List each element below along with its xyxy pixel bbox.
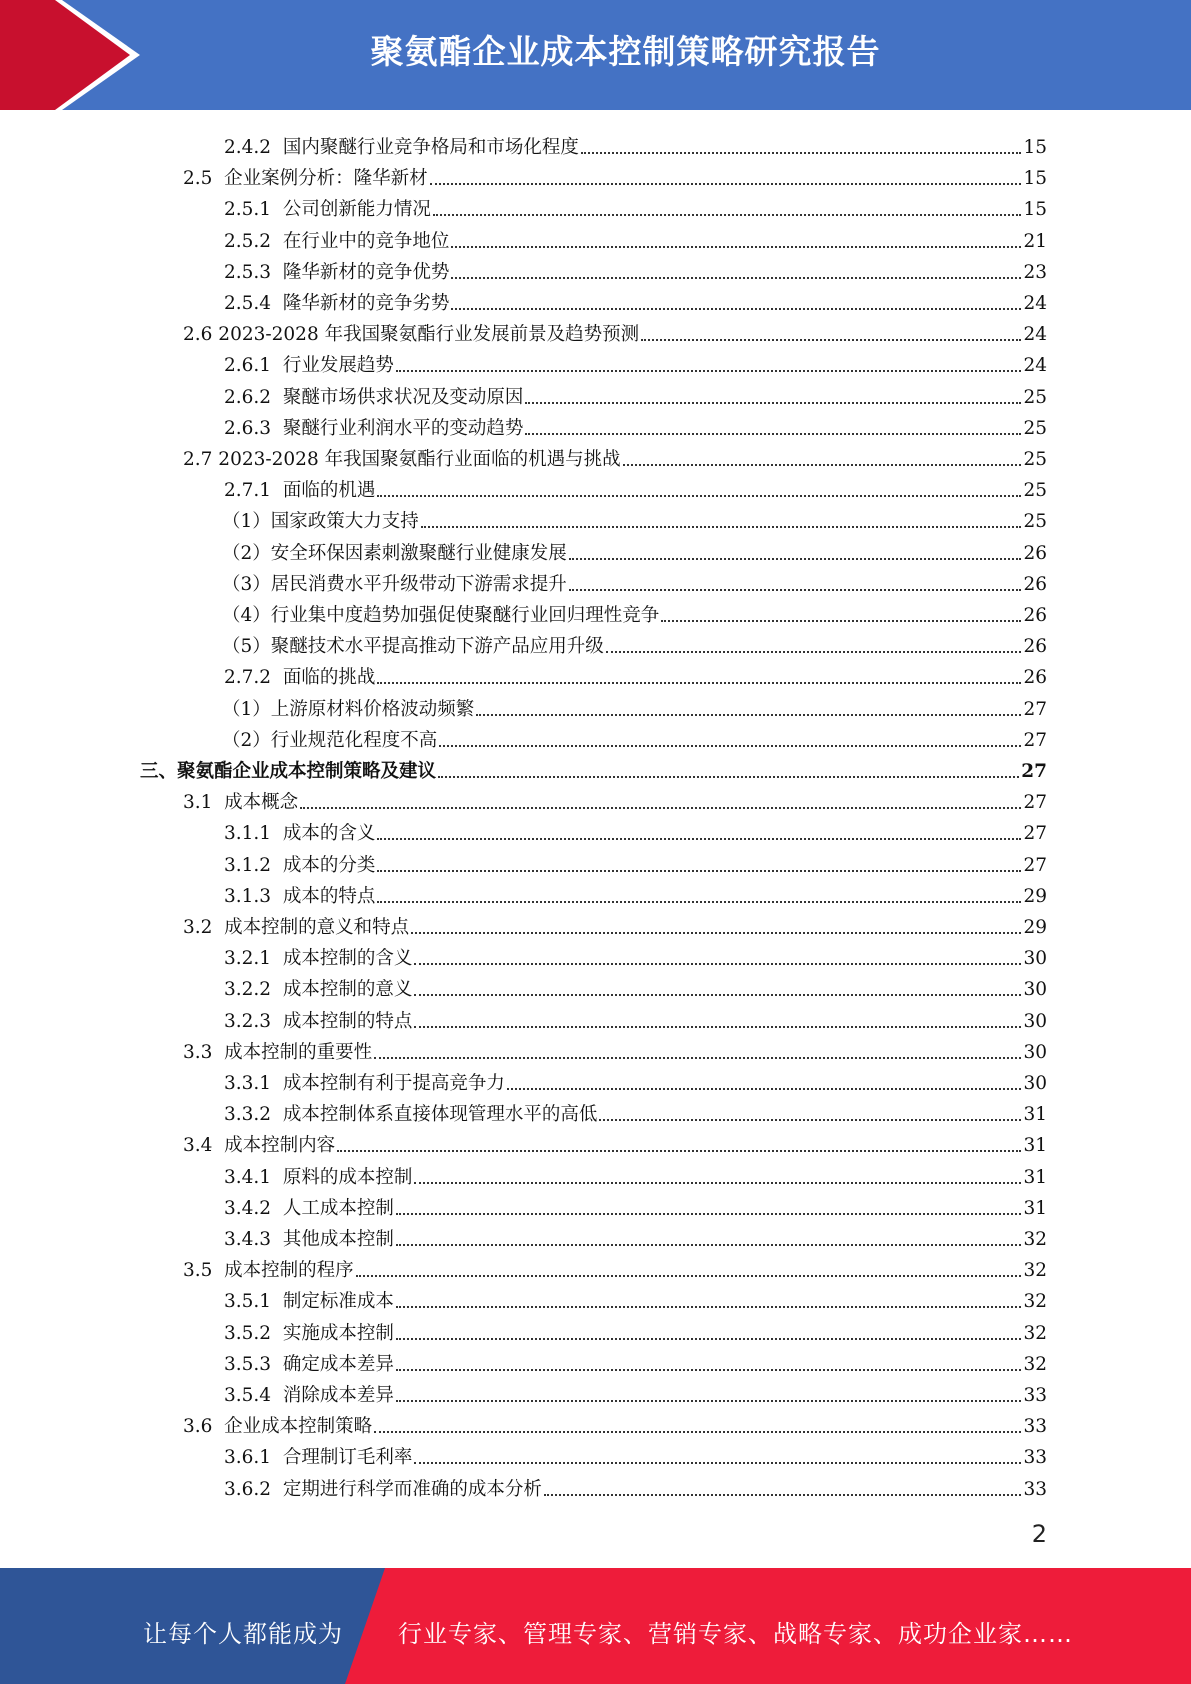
toc-dot-leader [569, 558, 1022, 560]
toc-entry-page: 27 [1021, 761, 1047, 782]
toc-entry-label: 3.4.1 原料的成本控制 [224, 1166, 413, 1188]
toc-entry-page: 29 [1023, 917, 1047, 938]
toc-entry-label: 3.3 成本控制的重要性 [183, 1041, 373, 1063]
toc-dot-leader [606, 651, 1022, 653]
toc-dot-leader [377, 901, 1021, 903]
toc-dot-leader [525, 402, 1021, 404]
toc-entry-page: 29 [1023, 885, 1047, 907]
toc-entry-label: 3.5.2 实施成本控制 [224, 1322, 394, 1344]
toc-dot-leader [414, 1182, 1021, 1184]
toc-entry-page: 32 [1023, 1229, 1047, 1250]
toc-entry-page: 25 [1023, 386, 1047, 408]
toc-entry-page: 21 [1023, 230, 1047, 252]
toc-entry-page: 33 [1023, 1416, 1047, 1438]
toc-entry-label: （1）上游原材料价格波动频繁 [222, 698, 475, 720]
toc-entry[interactable] [0, 752, 1191, 783]
toc-entry[interactable] [0, 284, 1191, 315]
toc-entry[interactable] [0, 690, 1191, 721]
toc-entry-label: 2.5.3 隆华新材的竞争优势 [224, 261, 450, 283]
toc-entry[interactable] [0, 1251, 1191, 1282]
toc-dot-leader [396, 1244, 1022, 1246]
toc-dot-leader [414, 963, 1021, 965]
page-footer [0, 1568, 1191, 1684]
toc-entry[interactable] [0, 1470, 1191, 1501]
toc-entry[interactable] [0, 596, 1191, 627]
toc-entry-label: （5）聚醚技术水平提高推动下游产品应用升级 [222, 636, 604, 658]
toc-dot-leader [396, 1338, 1022, 1340]
toc-entry[interactable] [0, 222, 1191, 253]
toc-dot-leader [451, 246, 1021, 248]
toc-entry-page: 33 [1023, 1447, 1047, 1469]
toc-dot-leader [411, 932, 1021, 934]
toc-entry-label: 3.2 成本控制的意义和特点 [183, 917, 410, 938]
toc-dot-leader [374, 1057, 1021, 1059]
toc-entry[interactable] [0, 502, 1191, 533]
toc-dot-leader [438, 776, 1019, 778]
toc-entry[interactable] [0, 721, 1191, 752]
toc-entry-page: 32 [1023, 1260, 1047, 1282]
toc-entry[interactable] [0, 315, 1191, 346]
toc-entry-label: 2.4.2 国内聚醚行业竞争格局和市场化程度 [224, 137, 579, 158]
toc-entry[interactable] [0, 1095, 1191, 1126]
toc-entry-label: 3.3.2 成本控制体系直接体现管理水平的高低 [224, 1104, 598, 1126]
toc-entry-label: 3.6.1 合理制订毛利率 [224, 1447, 413, 1469]
toc-entry[interactable] [0, 1189, 1191, 1220]
report-title: 聚氨酯企业成本控制策略研究报告 [370, 32, 881, 71]
toc-entry[interactable] [0, 253, 1191, 284]
toc-entry-label: 3.1 成本概念 [183, 792, 299, 814]
toc-entry-label: 3.5.4 消除成本差异 [224, 1385, 394, 1406]
toc-dot-leader [300, 807, 1021, 809]
toc-entry-page: 30 [1023, 1073, 1047, 1094]
toc-entry-label: 3.3.1 成本控制有利于提高竞争力 [224, 1073, 505, 1094]
toc-entry-page: 24 [1023, 324, 1047, 346]
page-number: 2 [1031, 1520, 1047, 1548]
toc-entry-page: 32 [1023, 1291, 1047, 1313]
toc-entry-label: 3.2.3 成本控制的特点 [224, 1010, 413, 1032]
toc-dot-leader [374, 1431, 1021, 1433]
toc-entry[interactable] [0, 409, 1191, 440]
toc-dot-leader [581, 152, 1022, 154]
toc-entry-page: 27 [1023, 854, 1047, 876]
toc-entry-label: 3.4.3 其他成本控制 [224, 1229, 394, 1250]
toc-entry-page: 31 [1023, 1166, 1047, 1188]
toc-dot-leader [377, 682, 1021, 684]
toc-entry[interactable] [0, 970, 1191, 1001]
toc-entry[interactable] [0, 1345, 1191, 1376]
toc-entry-label: 3.5 成本控制的程序 [183, 1260, 354, 1282]
toc-dot-leader [507, 1088, 1022, 1090]
footer-slogan-right: 行业专家、管理专家、营销专家、战略专家、成功企业家…… [398, 1620, 1073, 1648]
toc-entry-page: 24 [1023, 293, 1047, 314]
toc-entry-page: 25 [1023, 511, 1047, 533]
toc-entry-label: 2.5.1 公司创新能力情况 [224, 199, 431, 221]
toc-entry-label: 3.5.3 确定成本差异 [224, 1353, 394, 1375]
toc-dot-leader [544, 1494, 1022, 1496]
toc-dot-leader [569, 589, 1022, 591]
toc-dot-leader [439, 745, 1021, 747]
toc-entry-label: 2.6.3 聚醚行业利润水平的变动趋势 [224, 417, 524, 439]
toc-entry-page: 27 [1023, 823, 1047, 845]
toc-entry-page: 32 [1023, 1353, 1047, 1375]
toc-entry-page: 31 [1023, 1135, 1047, 1157]
toc-entry[interactable] [0, 1002, 1191, 1033]
toc-entry[interactable] [0, 908, 1191, 939]
toc-entry-label: （3）居民消费水平升级带动下游需求提升 [222, 573, 567, 595]
toc-dot-leader [641, 339, 1021, 341]
toc-entry[interactable] [0, 159, 1191, 190]
toc-entry[interactable] [0, 1158, 1191, 1189]
toc-entry-label: 3.4 成本控制内容 [183, 1135, 336, 1157]
toc-dot-leader [476, 714, 1021, 716]
toc-entry[interactable] [0, 1282, 1191, 1313]
toc-entry[interactable] [0, 1314, 1191, 1345]
toc-entry-page: 30 [1023, 948, 1047, 970]
toc-dot-leader [599, 1119, 1021, 1121]
toc-entry-label: 3.1.1 成本的含义 [224, 823, 376, 845]
toc-entry-page: 26 [1023, 636, 1047, 658]
toc-dot-leader [396, 1213, 1022, 1215]
toc-entry[interactable] [0, 565, 1191, 596]
toc-entry-label: 2.7.1 面临的机遇 [224, 480, 376, 502]
toc-entry-page: 33 [1023, 1385, 1047, 1406]
toc-entry-label: 2.6 2023-2028 年我国聚氨酯行业发展前景及趋势预测 [183, 324, 640, 346]
toc-dot-leader [430, 183, 1022, 185]
toc-entry[interactable] [0, 1438, 1191, 1469]
toc-entry[interactable] [0, 1033, 1191, 1064]
toc-entry[interactable] [0, 1220, 1191, 1251]
toc-entry[interactable] [0, 1407, 1191, 1438]
toc-entry-page: 24 [1023, 355, 1047, 377]
toc-entry-page: 25 [1023, 480, 1047, 502]
toc-entry[interactable] [0, 846, 1191, 877]
toc-entry-label: 3.2.1 成本控制的含义 [224, 948, 413, 970]
toc-entry[interactable] [0, 877, 1191, 908]
toc-entry-page: 30 [1023, 979, 1047, 1001]
toc-dot-leader [414, 994, 1021, 996]
toc-entry-page: 27 [1023, 792, 1047, 814]
toc-dot-leader [421, 526, 1022, 528]
toc-entry-page: 26 [1023, 605, 1047, 626]
toc-entry-label: 3.1.2 成本的分类 [224, 854, 376, 876]
toc-entry[interactable] [0, 814, 1191, 845]
toc-entry-label: （2）安全环保因素刺激聚醚行业健康发展 [222, 542, 567, 564]
toc-entry[interactable] [0, 1064, 1191, 1095]
toc-entry-page: 15 [1023, 168, 1047, 190]
toc-entry[interactable] [0, 627, 1191, 658]
footer-slogan-left: 让每个人都能成为 [143, 1620, 343, 1648]
toc-entry-page: 25 [1023, 417, 1047, 439]
toc-entry[interactable] [0, 128, 1191, 159]
toc-entry-page: 33 [1023, 1478, 1047, 1500]
toc-dot-leader [377, 838, 1021, 840]
toc-entry-label: 三、聚氨酯企业成本控制策略及建议 [140, 761, 437, 782]
toc-dot-leader [396, 1306, 1022, 1308]
toc-entry-label: 3.4.2 人工成本控制 [224, 1197, 394, 1219]
toc-entry-label: 3.1.3 成本的特点 [224, 885, 376, 907]
toc-entry-page: 27 [1023, 698, 1047, 720]
toc-entry[interactable] [0, 939, 1191, 970]
toc-entry[interactable] [0, 440, 1191, 471]
toc-entry[interactable] [0, 378, 1191, 409]
toc-entry-label: 2.7 2023-2028 年我国聚氨酯行业面临的机遇与挑战 [183, 449, 621, 470]
toc-entry-page: 15 [1023, 137, 1047, 158]
toc-entry[interactable] [0, 1376, 1191, 1407]
toc-entry-page: 23 [1023, 261, 1047, 283]
toc-entry[interactable] [0, 534, 1191, 565]
toc-dot-leader [451, 277, 1021, 279]
toc-entry-page: 30 [1023, 1041, 1047, 1063]
toc-entry-label: 2.5.2 在行业中的竞争地位 [224, 230, 450, 252]
page-header [0, 0, 1191, 110]
toc-entry-page: 25 [1023, 449, 1047, 470]
toc-entry-label: （2）行业规范化程度不高 [222, 729, 438, 751]
toc-entry[interactable] [0, 190, 1191, 221]
toc-dot-leader [433, 214, 1022, 216]
toc-dot-leader [525, 433, 1021, 435]
toc-entry[interactable] [0, 1126, 1191, 1157]
toc-entry-page: 30 [1023, 1010, 1047, 1032]
toc-entry-label: 2.6.2 聚醚市场供求状况及变动原因 [224, 386, 524, 408]
toc-dot-leader [356, 1275, 1022, 1277]
toc-entry[interactable] [0, 658, 1191, 689]
toc-entry-label: 3.6.2 定期进行科学而准确的成本分析 [224, 1478, 542, 1500]
toc-entry-page: 27 [1023, 729, 1047, 751]
toc-entry-page: 32 [1023, 1322, 1047, 1344]
toc-dot-leader [396, 1400, 1022, 1402]
toc-entry[interactable] [0, 346, 1191, 377]
toc-entry-page: 31 [1023, 1197, 1047, 1219]
toc-entry-page: 26 [1023, 573, 1047, 595]
toc-dot-leader [623, 464, 1022, 466]
toc-entry-label: 3.2.2 成本控制的意义 [224, 979, 413, 1001]
toc-dot-leader [396, 1369, 1022, 1371]
toc-entry-label: 2.6.1 行业发展趋势 [224, 355, 394, 377]
toc-entry-page: 31 [1023, 1104, 1047, 1126]
toc-dot-leader [337, 1150, 1021, 1152]
toc-entry-label: （4）行业集中度趋势加强促使聚醚行业回归理性竞争 [222, 605, 660, 626]
toc-entry-label: （1）国家政策大力支持 [222, 511, 419, 533]
toc-entry-label: 2.7.2 面临的挑战 [224, 667, 376, 689]
toc-entry-page: 26 [1023, 542, 1047, 564]
toc-entry[interactable] [0, 783, 1191, 814]
toc-dot-leader [377, 870, 1021, 872]
toc-dot-leader [414, 1462, 1021, 1464]
toc-entry[interactable] [0, 471, 1191, 502]
toc-entry-label: 3.5.1 制定标准成本 [224, 1291, 394, 1313]
toc-dot-leader [377, 495, 1021, 497]
toc-dot-leader [396, 370, 1022, 372]
toc-entry-label: 2.5 企业案例分析：隆华新材 [183, 168, 428, 190]
toc-entry-page: 26 [1023, 667, 1047, 689]
toc-entry-page: 15 [1023, 199, 1047, 221]
toc-dot-leader [451, 308, 1021, 310]
toc-entry-label: 2.5.4 隆华新材的竞争劣势 [224, 293, 450, 314]
toc-entry-label: 3.6 企业成本控制策略 [183, 1416, 373, 1438]
toc-dot-leader [661, 620, 1021, 622]
toc-dot-leader [414, 1026, 1021, 1028]
